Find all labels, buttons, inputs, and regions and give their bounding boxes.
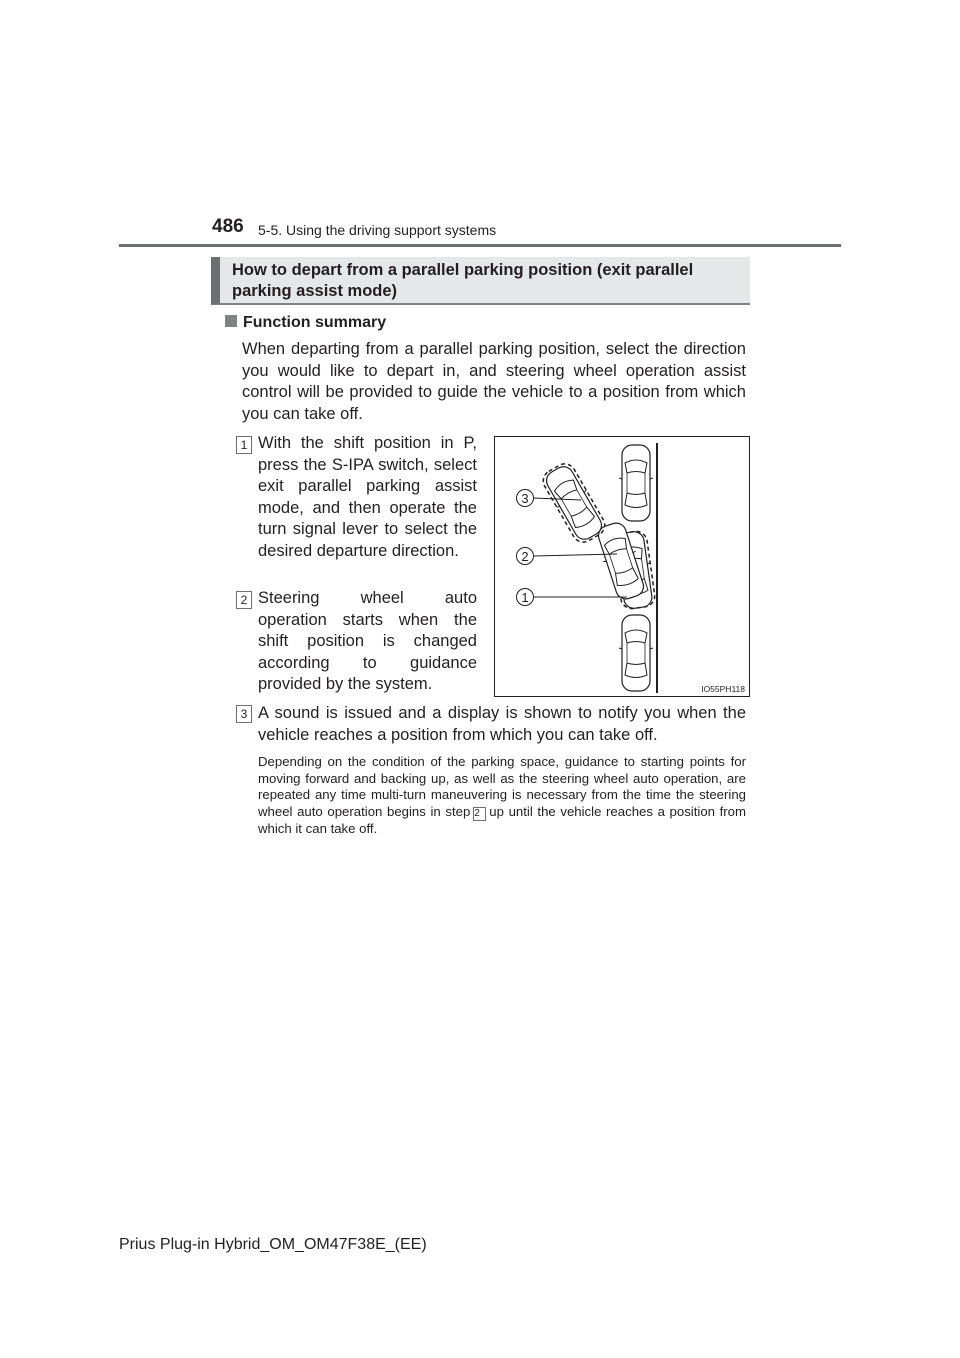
page-number: 486 <box>212 216 244 237</box>
heading-box <box>211 257 750 305</box>
step-number-2: 2 <box>236 591 252 609</box>
callout-label-1: 1 <box>521 590 529 605</box>
note-text-after: up until the vehicle reaches a position from which it can take off. <box>258 803 746 836</box>
parked-car-front <box>619 445 653 521</box>
step-number-1: 1 <box>236 436 252 454</box>
step-text-1: With the shift position in P, press the S-IPA switch, select exit parallel parking assist mode, and then operate the turn signal lever to select the desired departure direction. <box>258 434 477 560</box>
step-text-3: A sound is issued and a display is shown to notify you when the vehicle reaches a position from which you can take off. <box>258 704 746 744</box>
parked-car-rear <box>619 615 653 691</box>
footer-text: Prius Plug-in Hybrid_OM_OM47F38E_(EE) <box>119 1236 427 1253</box>
step-number-3: 3 <box>236 705 252 723</box>
vehicle-position-3 <box>539 460 608 546</box>
callout-label-3: 3 <box>521 491 529 506</box>
step-text-2: Steering wheel auto operation starts when the shift position is changed according to guidance provided by the system. <box>258 589 477 693</box>
parking-diagram <box>495 437 749 696</box>
note-text-before: Depending on the condition of the parking space, guidance to starting points for moving forward and backing up, as well as the steering wheel auto operation, are repeated any time multi-turn maneuvering is necessary from the time the steering wheel auto operation begins in step <box>258 754 746 819</box>
note-paragraph <box>258 754 746 837</box>
illustration-code: IO55PH118 <box>701 684 745 694</box>
callout-label-2: 2 <box>521 549 529 564</box>
intro-paragraph: When departing from a parallel parking position, select the direction you would like to depart in, and steering wheel operation assist control will be provided to guide the vehicle to a position from which you can take off. <box>242 340 746 423</box>
subheading-text: Function summary <box>243 314 387 331</box>
heading-title: How to depart from a parallel parking position (exit parallel parking assist mode) <box>232 261 694 300</box>
header-rule <box>119 244 841 247</box>
note-step-ref: 2 <box>473 807 486 821</box>
parking-illustration <box>494 436 750 697</box>
square-bullet-icon <box>225 315 237 327</box>
section-title: 5-5. Using the driving support systems <box>258 222 497 238</box>
subheading <box>225 314 386 332</box>
